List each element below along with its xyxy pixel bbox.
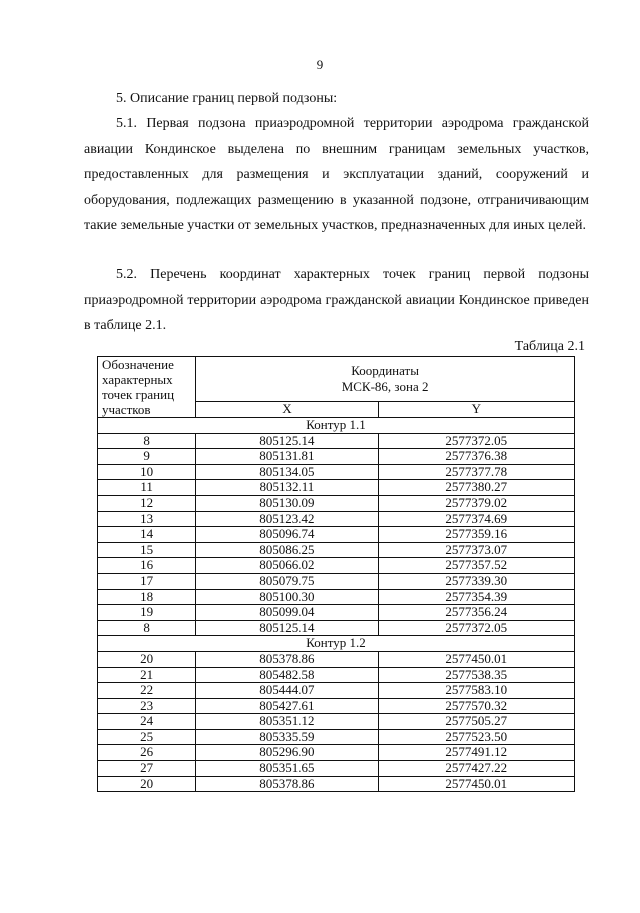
y-cell: 2577372.05 bbox=[378, 620, 574, 636]
point-cell: 21 bbox=[98, 667, 196, 683]
contour-name: Контур 1.2 bbox=[98, 636, 575, 652]
y-cell: 2577357.52 bbox=[378, 558, 574, 574]
point-cell: 9 bbox=[98, 449, 196, 465]
table-row bbox=[98, 698, 575, 714]
point-cell: 12 bbox=[98, 495, 196, 511]
point-cell: 17 bbox=[98, 573, 196, 589]
x-cell: 805066.02 bbox=[196, 558, 378, 574]
table-row bbox=[98, 480, 575, 496]
table-row bbox=[98, 745, 575, 761]
table-row bbox=[98, 589, 575, 605]
y-cell: 2577379.02 bbox=[378, 495, 574, 511]
y-cell: 2577372.05 bbox=[378, 433, 574, 449]
table-row bbox=[98, 620, 575, 636]
point-cell: 10 bbox=[98, 464, 196, 480]
table-row bbox=[98, 511, 575, 527]
x-cell: 805100.30 bbox=[196, 589, 378, 605]
table-row bbox=[98, 573, 575, 589]
y-cell: 2577374.69 bbox=[378, 511, 574, 527]
point-cell: 19 bbox=[98, 605, 196, 621]
table-row bbox=[98, 729, 575, 745]
y-cell: 2577450.01 bbox=[378, 776, 574, 792]
table-row bbox=[98, 542, 575, 558]
x-cell: 805123.42 bbox=[196, 511, 378, 527]
table-row bbox=[98, 776, 575, 792]
paragraph-5-2: 5.2. Перечень координат характерных точек границ первой подзоны приаэродромной территории аэродрома гражданской авиации Кондинское приведен в таблице 2.1. bbox=[84, 267, 589, 333]
header-point-designation: Обозначение характерных точек границ участков bbox=[98, 357, 196, 418]
table-row bbox=[98, 714, 575, 730]
y-cell: 2577427.22 bbox=[378, 761, 574, 777]
y-cell: 2577450.01 bbox=[378, 651, 574, 667]
table-body bbox=[98, 418, 575, 792]
x-cell: 805079.75 bbox=[196, 573, 378, 589]
x-cell: 805086.25 bbox=[196, 542, 378, 558]
table-row bbox=[98, 449, 575, 465]
y-cell: 2577339.30 bbox=[378, 573, 574, 589]
y-cell: 2577376.38 bbox=[378, 449, 574, 465]
table-row bbox=[98, 527, 575, 543]
x-cell: 805482.58 bbox=[196, 667, 378, 683]
table-row bbox=[98, 761, 575, 777]
point-cell: 26 bbox=[98, 745, 196, 761]
x-cell: 805125.14 bbox=[196, 620, 378, 636]
x-cell: 805096.74 bbox=[196, 527, 378, 543]
contour-header-row bbox=[98, 636, 575, 652]
x-cell: 805134.05 bbox=[196, 464, 378, 480]
y-cell: 2577377.78 bbox=[378, 464, 574, 480]
x-cell: 805444.07 bbox=[196, 683, 378, 699]
x-cell: 805378.86 bbox=[196, 776, 378, 792]
page-number: 9 bbox=[316, 57, 324, 72]
point-cell: 8 bbox=[98, 620, 196, 636]
point-cell: 23 bbox=[98, 698, 196, 714]
x-cell: 805099.04 bbox=[196, 605, 378, 621]
y-cell: 2577570.32 bbox=[378, 698, 574, 714]
x-cell: 805131.81 bbox=[196, 449, 378, 465]
y-cell: 2577583.10 bbox=[378, 683, 574, 699]
point-cell: 18 bbox=[98, 589, 196, 605]
x-cell: 805296.90 bbox=[196, 745, 378, 761]
x-cell: 805125.14 bbox=[196, 433, 378, 449]
point-cell: 24 bbox=[98, 714, 196, 730]
point-cell: 22 bbox=[98, 683, 196, 699]
point-cell: 20 bbox=[98, 776, 196, 792]
table-row bbox=[98, 495, 575, 511]
contour-name: Контур 1.1 bbox=[98, 418, 575, 434]
point-cell: 11 bbox=[98, 480, 196, 496]
paragraph-5-1: 5.1. Первая подзона приаэродромной территории аэродрома гражданской авиации Кондинское выделена по внешним границам земельных участков, предоставленных для размещения и эксплуатации зданий, сооружений и оборудования, подлежащих размещению в указанной подзоне, отграничивающим такие земельные участки от земельных участков, предназначенных для иных целей. bbox=[84, 116, 589, 233]
point-cell: 25 bbox=[98, 729, 196, 745]
x-cell: 805351.12 bbox=[196, 714, 378, 730]
x-cell: 805351.65 bbox=[196, 761, 378, 777]
y-cell: 2577380.27 bbox=[378, 480, 574, 496]
header-coordinates bbox=[196, 357, 575, 402]
x-cell: 805132.11 bbox=[196, 480, 378, 496]
table-row bbox=[98, 464, 575, 480]
point-cell: 20 bbox=[98, 651, 196, 667]
section-heading: 5. Описание границ первой подзоны: bbox=[116, 91, 338, 106]
y-cell: 2577373.07 bbox=[378, 542, 574, 558]
contour-header-row bbox=[98, 418, 575, 434]
table-caption: Таблица 2.1 bbox=[514, 339, 585, 354]
y-cell: 2577505.27 bbox=[378, 714, 574, 730]
table-row bbox=[98, 605, 575, 621]
table-row bbox=[98, 433, 575, 449]
table-row bbox=[98, 683, 575, 699]
header-coordinates-system: МСК-86, зона 2 bbox=[341, 379, 429, 394]
y-cell: 2577491.12 bbox=[378, 745, 574, 761]
coordinates-table bbox=[97, 356, 575, 792]
x-cell: 805130.09 bbox=[196, 495, 378, 511]
table-row bbox=[98, 667, 575, 683]
header-x: X bbox=[196, 402, 378, 418]
point-cell: 15 bbox=[98, 542, 196, 558]
point-cell: 8 bbox=[98, 433, 196, 449]
x-cell: 805335.59 bbox=[196, 729, 378, 745]
y-cell: 2577356.24 bbox=[378, 605, 574, 621]
y-cell: 2577354.39 bbox=[378, 589, 574, 605]
table-row bbox=[98, 558, 575, 574]
point-cell: 27 bbox=[98, 761, 196, 777]
y-cell: 2577359.16 bbox=[378, 527, 574, 543]
header-coordinates-title: Координаты bbox=[351, 363, 419, 378]
y-cell: 2577523.50 bbox=[378, 729, 574, 745]
point-cell: 14 bbox=[98, 527, 196, 543]
header-y: Y bbox=[378, 402, 574, 418]
y-cell: 2577538.35 bbox=[378, 667, 574, 683]
point-cell: 13 bbox=[98, 511, 196, 527]
point-cell: 16 bbox=[98, 558, 196, 574]
x-cell: 805427.61 bbox=[196, 698, 378, 714]
table-row bbox=[98, 651, 575, 667]
x-cell: 805378.86 bbox=[196, 651, 378, 667]
